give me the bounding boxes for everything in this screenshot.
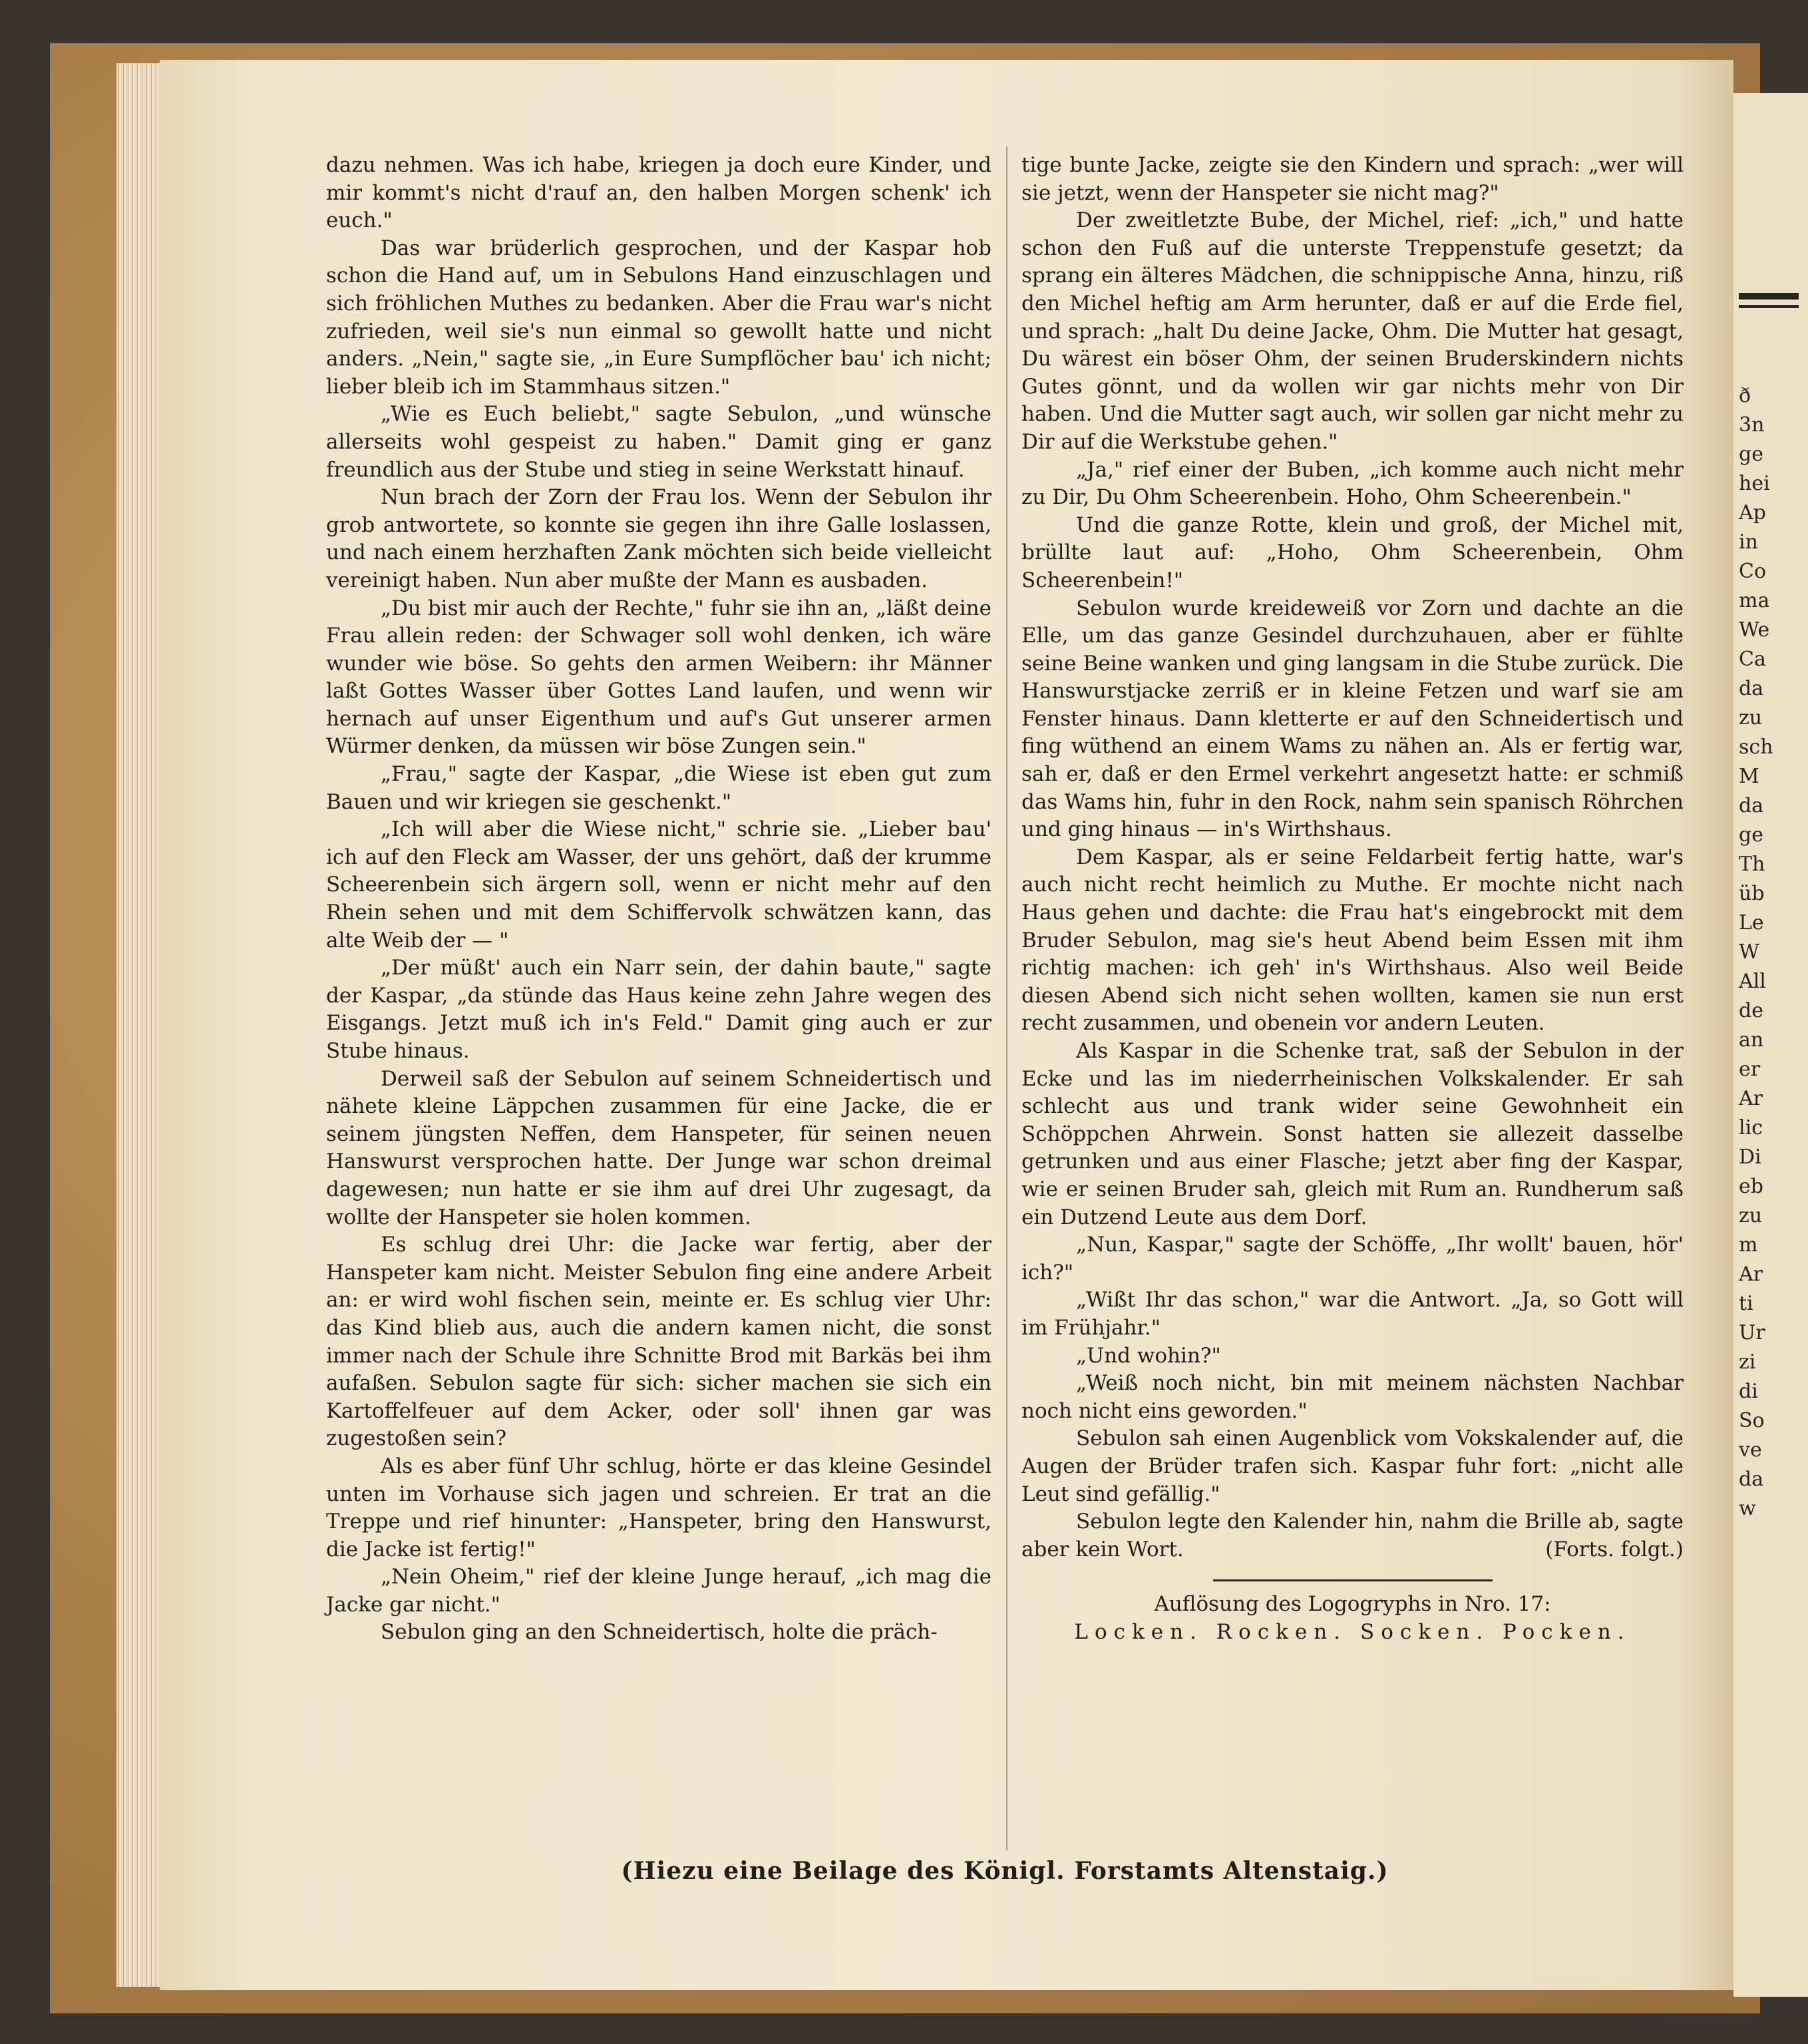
next-page-text-fragment: ð <box>1739 384 1751 407</box>
paragraph: Der zweitletzte Bube, der Michel, rief: „ich," und hatte schon den Fuß auf die unterste Treppenstufe gesetzt; da sprang ein älteres Mädchen, die schnippische Anna, hinzu, riß den Michel heftig am Arm herunter, daß er auf die Erde fiel, und sprach: „halt Du deine Jacke, Ohm. Die Mutter hat gesagt, Du wärest ein böser Ohm, der seinen Bruderskindern nichts Gutes gönnt, und da wollen wir gar nichts mehr von Dir haben. Und die Mutter sagt auch, wir sollen gar nicht mehr zu Dir auf die Werkstube gehen." <box>1021 208 1684 454</box>
next-page-text-fragment: ti <box>1739 1292 1753 1315</box>
continuation-note: (Forts. folgt.) <box>1545 1537 1684 1561</box>
next-page-text-fragment: w <box>1739 1497 1756 1520</box>
next-page-text-fragment: lic <box>1739 1116 1763 1139</box>
next-page-text-fragment: Le <box>1739 911 1764 934</box>
paragraph-text: Sebulon legte den Kalender hin, nahm die Brille ab, sagte aber kein Wort. <box>1021 1510 1684 1561</box>
next-page-text-fragment: zu <box>1739 1204 1763 1227</box>
next-page-rule <box>1739 305 1799 308</box>
next-page-text-fragment: zi <box>1739 1350 1756 1374</box>
paragraph: Als es aber fünf Uhr schlug, hörte er das kleine Gesindel unten im Vorhause sich jagen und schreien. Er trat an die Treppe und rief hinunter: „Hanspeter, bring den Hanswurst, die Jacke ist fertig!" <box>326 1454 992 1561</box>
right-column <box>1021 152 1684 1646</box>
next-page-text-fragment: eb <box>1739 1175 1763 1198</box>
next-page-text-fragment: de <box>1739 999 1763 1022</box>
next-page-text-fragment: ge <box>1739 823 1763 847</box>
page-edges <box>116 63 163 1987</box>
paragraph: „Wißt Ihr das schon," war die Antwort. „Ja, so Gott will im Frühjahr." <box>1021 1288 1684 1340</box>
left-column <box>326 152 992 1647</box>
riddle-heading: Auflösung des Logogryphs in Nro. 17: <box>1154 1592 1551 1617</box>
paragraph: „Wie es Euch beliebt," sagte Sebulon, „und wünsche allerseits wohl gespeist zu haben." Damit ging er ganz freundlich aus der Stube und stieg in seine Werkstatt hinauf. <box>326 402 992 482</box>
next-page-text-fragment: da <box>1739 794 1764 817</box>
paragraph: Dem Kaspar, als er seine Feldarbeit fertig hatte, war's auch nicht recht heimlich zu Muthe. Er mochte nicht nach Haus gehen und dachte: die Frau hat's eingebrockt mit dem Bruder Sebulon, mag sie's heut Abend beim Essen mit ihm richtig machen: ich geh' in's Wirthshaus. Also weil Beide diesen Abend sich nicht sehen wollten, kamen sie nun erst recht zusammen, und obenein vor andern Leuten. <box>1021 845 1684 1036</box>
next-page-text-fragment: All <box>1739 970 1766 993</box>
next-page-text-fragment: hei <box>1739 472 1770 495</box>
next-page-text <box>1733 381 1808 1524</box>
next-page-text-fragment: 3n <box>1739 413 1765 437</box>
next-page-text-fragment: Ca <box>1739 648 1766 671</box>
next-page-text-fragment: er <box>1739 1058 1761 1081</box>
next-page-text-fragment: Th <box>1739 853 1765 876</box>
supplement-note: (Hiezu eine Beilage des Königl. Forstamts Altenstaig.) <box>621 1857 1389 1885</box>
paragraph: Sebulon sah einen Augenblick vom Vokskalender auf, die Augen der Brüder trafen sich. Kaspar fuhr fort: „nicht alle Leut sind gefällig." <box>1021 1426 1684 1506</box>
paragraph: „Weiß noch nicht, bin mit meinem nächsten Nachbar noch nicht eins geworden." <box>1021 1371 1684 1423</box>
paragraph: tige bunte Jacke, zeigte sie den Kindern und sprach: „wer will sie jetzt, wenn der Hanspeter sie nicht mag?" <box>1021 153 1684 205</box>
paragraph: „Nein Oheim," rief der kleine Junge herauf, „ich mag die Jacke gar nicht." <box>326 1565 992 1617</box>
next-page-text-fragment: di <box>1739 1380 1758 1403</box>
paragraph: „Ja," rief einer der Buben, „ich komme auch nicht mehr zu Dir, Du Ohm Scheerenbein. Hoho, Ohm Scheerenbein." <box>1021 457 1684 510</box>
next-page-text-fragment: üb <box>1739 882 1765 905</box>
next-page-text-fragment: Di <box>1739 1145 1761 1169</box>
paragraph: Und die ganze Rotte, klein und groß, der Michel mit, brüllte laut auf: „Hoho, Ohm Scheerenbein, Ohm Scheerenbein!" <box>1021 512 1684 592</box>
next-page-text-fragment: We <box>1739 618 1770 642</box>
next-page-fragment <box>1733 93 1808 1997</box>
paragraph: Derweil saß der Sebulon auf seinem Schneidertisch und nähete kleine Läppchen zusammen für eine Jacke, die er seinem jüngsten Neffen, dem Hanspeter, für seinen neuen Hanswurst versprochen hatte. Der Junge war schon dreimal dagewesen; nun hatte er sie ihm auf drei Uhr zugesagt, da wollte der Hanspeter sie holen kommen. <box>326 1066 992 1229</box>
next-page-text-fragment: m <box>1739 1233 1758 1257</box>
paragraph: Es schlug drei Uhr: die Jacke war fertig, aber der Hanspeter kam nicht. Meister Sebulon fing eine andere Arbeit an: er wird wohl fischen sein, meinte er. Es schlug vier Uhr: das Kind blieb aus, auch die andern kamen nicht, die sonst immer nach der Schule ihre Schnitte Brod mit Barkäs bei ihm aufaßen. Sebulon sagte für sich: sicher machen sie sich ein Kartoffelfeuer auf dem Acker, oder soll' ihnen gar was zugestoßen sein? <box>326 1233 992 1451</box>
paragraph: dazu nehmen. Was ich habe, kriegen ja doch eure Kinder, und mir kommt's nicht d'rauf an, den halben Morgen schenk' ich euch." <box>326 153 992 233</box>
next-page-rule <box>1739 293 1799 300</box>
next-page-text-fragment: Ar <box>1739 1087 1763 1110</box>
next-page-text-fragment: Ur <box>1739 1321 1765 1344</box>
next-page-text-fragment: W <box>1739 940 1759 964</box>
column-divider <box>1006 146 1007 1850</box>
next-page-text-fragment: M <box>1739 765 1759 788</box>
paragraph: Nun brach der Zorn der Frau los. Wenn der Sebulon ihr grob antwortete, so konnte sie gegen ihn ihre Galle loslassen, und nach einem herzhaften Zank möchten sich beide vielleicht vereinigt haben. Nun aber mußte der Mann es ausbaden. <box>326 485 992 592</box>
paragraph: Das war brüderlich gesprochen, und der Kaspar hob schon die Hand auf, um in Sebulons Hand einzuschlagen und sich fröhlichen Muthes zu bedanken. Aber die Frau war's nicht zufrieden, weil sie's nun einmal so gewollt hatte und nicht anders. „Nein," sagte sie, „in Eure Sumpflöcher bau' ich nicht; lieber bleib ich im Stammhaus sitzen." <box>326 236 992 399</box>
paragraph: „Nun, Kaspar," sagte der Schöffe, „Ihr wollt' bauen, hör' ich?" <box>1021 1233 1684 1285</box>
next-page-text-fragment: Ar <box>1739 1263 1763 1286</box>
paragraph: „Frau," sagte der Kaspar, „die Wiese ist eben gut zum Bauen und wir kriegen sie geschenkt." <box>326 762 992 814</box>
next-page-text-fragment: da <box>1739 677 1764 700</box>
riddle-answer: Locken. Rocken. Socken. Pocken. <box>1074 1619 1631 1644</box>
paragraph: „Du bist mir auch der Rechte," fuhr sie ihn an, „läßt deine Frau allein reden: der Schwager soll wohl denken, ich wäre wunder wie böse. So gehts den armen Weibern: ihr Männer laßt Gottes Wasser über Gottes Land laufen, und wenn wir hernach auf unser Eigenthum und auf's Gut unserer armen Würmer denken, da müssen wir böse Zungen sein." <box>326 596 992 759</box>
next-page-text-fragment: an <box>1739 1028 1764 1052</box>
paragraph: Sebulon wurde kreideweiß vor Zorn und dachte an die Elle, um das ganze Gesindel durchzuhauen, aber er fühlte seine Beine wanken und ging langsam in die Stube zurück. Die Hanswurstjacke zerriß er in kleine Fetzen und warf sie am Fenster hinaus. Dann kletterte er auf den Schneidertisch und fing wüthend an einem Wams zu nähen an. Als er fertig war, sah er, daß er den Ermel verkehrt angesetzt hatte: er schmiß das Wams hin, fuhr in den Rock, nahm sein spanisch Röhrchen und ging hinaus — in's Wirthshaus. <box>1021 596 1684 842</box>
next-page-text-fragment: in <box>1739 530 1758 554</box>
next-page-text-fragment: sch <box>1739 735 1773 759</box>
paragraph: Sebulon ging an den Schneidertisch, holte die präch- <box>381 1620 938 1645</box>
next-page-text-fragment: Ap <box>1739 501 1766 524</box>
paragraph: „Ich will aber die Wiese nicht," schrie sie. „Lieber bau' ich auf den Fleck am Wasser, der uns gehört, daß der krumme Scheerenbein sich ärgern soll, wenn er nicht mehr auf den Rhein sehen und mit dem Schiffervolk schwätzen kann, das alte Weib der — " <box>326 817 992 952</box>
next-page-text-fragment: ge <box>1739 443 1763 466</box>
paragraph: „Und wohin?" <box>1076 1343 1221 1368</box>
paragraph: Als Kaspar in die Schenke trat, saß der Sebulon in der Ecke und las im niederrheinischen Volkskalender. Er sah schlecht aus und trank wider seine Gewohnheit ein Schöppchen Ahrwein. Sonst hatten sie allezeit dasselbe getrunken und aus einer Flasche; jetzt aber fing der Kaspar, wie er seinen Bruder sah, gleich mit Rum an. Rundherum saß ein Dutzend Leute aus dem Dorf. <box>1021 1039 1684 1229</box>
paragraph <box>1021 1508 1684 1563</box>
section-rule <box>1213 1579 1493 1581</box>
paragraph: „Der müßt' auch ein Narr sein, der dahin baute," sagte der Kaspar, „da stünde das Haus keine zehn Jahre wegen des Eisgangs. Jetzt muß ich in's Feld." Damit ging auch er zur Stube hinaus. <box>326 956 992 1063</box>
next-page-text-fragment: da <box>1739 1468 1764 1491</box>
next-page-text-fragment: ma <box>1739 589 1770 612</box>
next-page-text-fragment: So <box>1739 1409 1765 1432</box>
next-page-text-fragment: zu <box>1739 706 1763 729</box>
next-page-text-fragment: ve <box>1739 1438 1762 1462</box>
next-page-text-fragment: Co <box>1739 560 1767 583</box>
